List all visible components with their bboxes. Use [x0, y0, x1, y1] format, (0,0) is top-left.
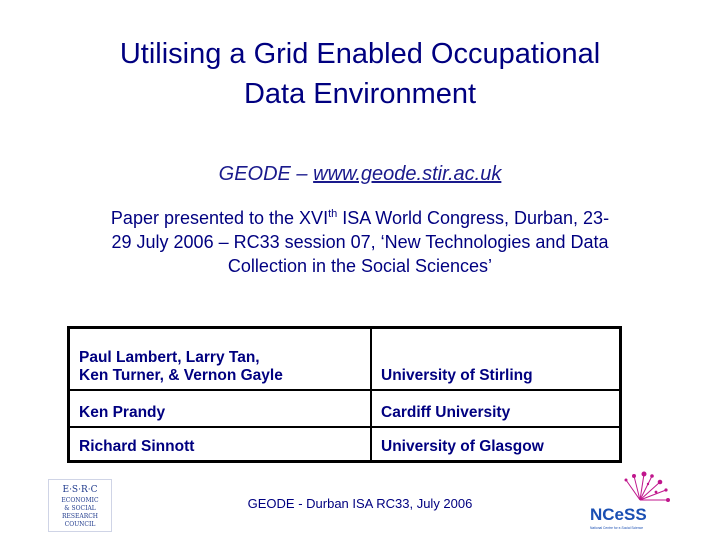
esrc-logo-line: RESEARCH — [61, 513, 99, 520]
author-names-cell: Ken Prandy — [69, 390, 372, 427]
paper-line-1-rest: ISA World Congress, Durban, 23- — [337, 208, 610, 228]
paper-line-1-text: Paper presented to the XVI — [110, 208, 329, 228]
title-line-2: Data Environment — [243, 78, 477, 110]
subtitle — [0, 163, 720, 186]
institution-cell: University of Stirling — [371, 328, 621, 391]
ncess-logo — [582, 470, 674, 534]
esrc-logo-line: COUNCIL — [64, 521, 96, 528]
authors-table — [67, 326, 622, 463]
institution-cell: University of Glasgow — [371, 427, 621, 462]
author-names-cell — [69, 328, 372, 391]
institution-cell: Cardiff University — [371, 390, 621, 427]
paper-line-3: Collection in the Social Sciences’ — [227, 256, 493, 276]
table-row — [69, 328, 621, 391]
ncess-tagline: National Centre for e-Social Science — [590, 526, 644, 530]
ordinal-suffix: th — [328, 208, 338, 220]
table-row — [69, 390, 621, 427]
title-line-1: Utilising a Grid Enabled Occupational — [119, 38, 601, 70]
footer-text: GEODE - Durban ISA RC33, July 2006 — [247, 496, 473, 511]
author-names-line-1: Paul Lambert, Larry Tan, — [79, 349, 260, 366]
ncess-name: NCeSS — [590, 505, 647, 524]
author-names-cell: Richard Sinnott — [69, 427, 372, 462]
ncess-logo-graphic — [582, 470, 674, 534]
paper-line-2: 29 July 2006 – RC33 session 07, ‘New Technologies and Data — [111, 232, 609, 252]
table-row — [69, 427, 621, 462]
paper-description — [40, 206, 680, 278]
esrc-logo-line: & SOCIAL — [64, 505, 96, 512]
slide-title — [40, 34, 680, 114]
subtitle-prefix: GEODE – — [218, 163, 314, 185]
geode-url-link[interactable]: www.geode.stir.ac.uk — [313, 163, 502, 185]
author-names-line-2: Ken Turner, & Vernon Gayle — [79, 367, 283, 384]
esrc-logo-line: ECONOMIC — [61, 497, 99, 504]
paper-line-1 — [40, 206, 680, 230]
ncess-burst — [626, 474, 668, 500]
esrc-logo-line: E·S·R·C — [62, 485, 98, 495]
